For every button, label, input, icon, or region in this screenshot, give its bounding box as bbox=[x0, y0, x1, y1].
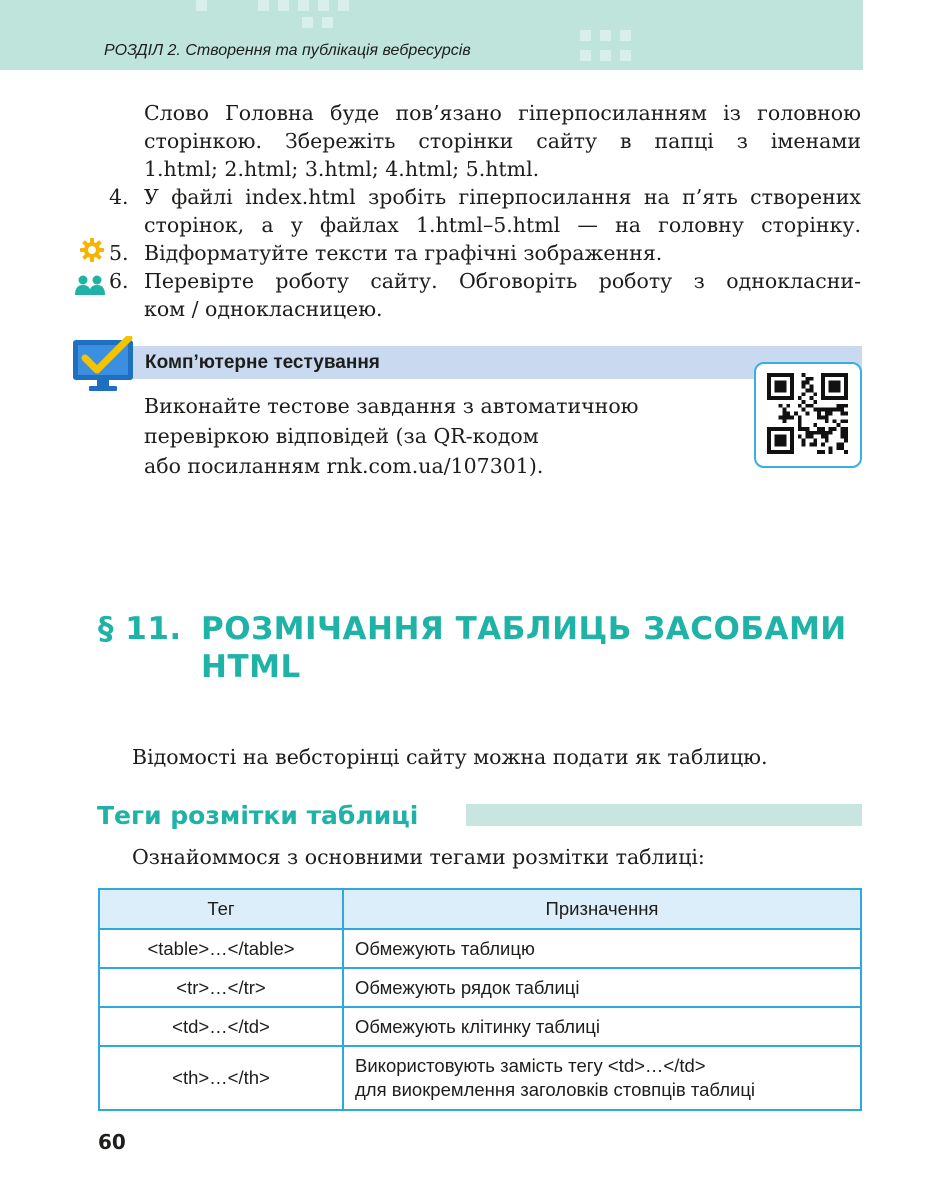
task-continuation-line: Слово Головна буде пов’язано гіперпосиланням із головною bbox=[144, 101, 861, 125]
task-continuation-line: сторінкою. Збережіть сторінки сайту в папці з іменами bbox=[144, 129, 861, 153]
tag-cell: <tr>…</tr> bbox=[99, 968, 343, 1007]
subsection-bar bbox=[466, 804, 862, 826]
page-number: 60 bbox=[98, 1130, 126, 1154]
decor-square bbox=[600, 30, 611, 41]
table-header-row bbox=[99, 889, 861, 929]
gear-icon bbox=[80, 238, 104, 262]
section-title-line: РОЗМІЧАННЯ ТАБЛИЦЬ ЗАСОБАМИ bbox=[201, 611, 847, 647]
chapter-title: РОЗДІЛ 2. Створення та публікація вебресурсів bbox=[104, 42, 471, 59]
decor-square bbox=[196, 0, 207, 11]
test-link[interactable]: або посиланням rnk.com.ua/107301). bbox=[144, 454, 544, 478]
tags-table bbox=[98, 888, 862, 1111]
purpose-cell: Обмежують рядок таблиці bbox=[343, 968, 861, 1007]
decor-square bbox=[600, 50, 611, 61]
section-number: § 11. bbox=[98, 611, 182, 647]
decor-square bbox=[278, 0, 289, 11]
decor-square bbox=[258, 0, 269, 11]
decor-square bbox=[338, 0, 349, 11]
decor-square bbox=[580, 50, 591, 61]
computer-test-line bbox=[144, 451, 639, 481]
intro-paragraph: Відомості на вебсторінці сайту можна подати як таблицю. bbox=[132, 745, 768, 769]
monitor-check-icon bbox=[71, 336, 135, 394]
column-header-purpose: Призначення bbox=[343, 889, 861, 929]
purpose-line: для виокремлення заголовків стовпців таблиці bbox=[355, 1079, 756, 1100]
qr-code[interactable] bbox=[767, 373, 848, 454]
table-row bbox=[99, 1046, 861, 1110]
purpose-cell: Обмежують таблицю bbox=[343, 929, 861, 968]
task-text: У файлі index.html зробіть гіперпосилання на п’ять створених bbox=[144, 185, 861, 209]
decor-square bbox=[580, 30, 591, 41]
task-text: сторінок, а у файлах 1.html–5.html — на головну сторінку. bbox=[144, 213, 861, 237]
subsection-title: Теги розмітки таблиці bbox=[97, 801, 419, 830]
decor-square bbox=[302, 17, 313, 28]
task-continuation-line: 1.html; 2.html; 3.html; 4.html; 5.html. bbox=[144, 157, 540, 181]
task-number: 6. bbox=[109, 269, 129, 293]
decor-square bbox=[298, 0, 309, 11]
purpose-cell: Обмежують клітинку таблиці bbox=[343, 1007, 861, 1046]
tag-cell: <th>…</th> bbox=[99, 1046, 343, 1110]
tag-cell: <table>…</table> bbox=[99, 929, 343, 968]
table-row bbox=[99, 968, 861, 1007]
decor-square bbox=[322, 17, 333, 28]
task-text: Перевірте роботу сайту. Обговоріть роботу з однокласни- bbox=[144, 269, 861, 293]
computer-test-line: Виконайте тестове завдання з автоматичною bbox=[144, 394, 639, 418]
section-title bbox=[201, 610, 847, 686]
purpose-line: Використовують замість тегу <td>…</td> bbox=[355, 1055, 706, 1076]
decor-square bbox=[620, 50, 631, 61]
computer-test-line: перевіркою відповідей (за QR-кодом bbox=[144, 424, 539, 448]
task-text: ком / однокласницею. bbox=[144, 297, 383, 321]
purpose-cell bbox=[343, 1046, 861, 1110]
task-number: 5. bbox=[109, 241, 129, 265]
section-title-line: HTML bbox=[201, 649, 301, 685]
people-icon bbox=[74, 274, 106, 296]
computer-test-text bbox=[144, 391, 639, 481]
computer-test-title: Комп’ютерне тестування bbox=[145, 352, 380, 373]
tag-cell: <td>…</td> bbox=[99, 1007, 343, 1046]
table-row bbox=[99, 929, 861, 968]
decor-square bbox=[620, 30, 631, 41]
lead-paragraph: Ознайоммося з основними тегами розмітки таблиці: bbox=[132, 845, 705, 869]
column-header-tag: Тег bbox=[99, 889, 343, 929]
task-text: Відформатуйте тексти та графічні зображення. bbox=[144, 241, 663, 265]
task-number: 4. bbox=[109, 185, 129, 209]
table-row bbox=[99, 1007, 861, 1046]
decor-square bbox=[318, 0, 329, 11]
